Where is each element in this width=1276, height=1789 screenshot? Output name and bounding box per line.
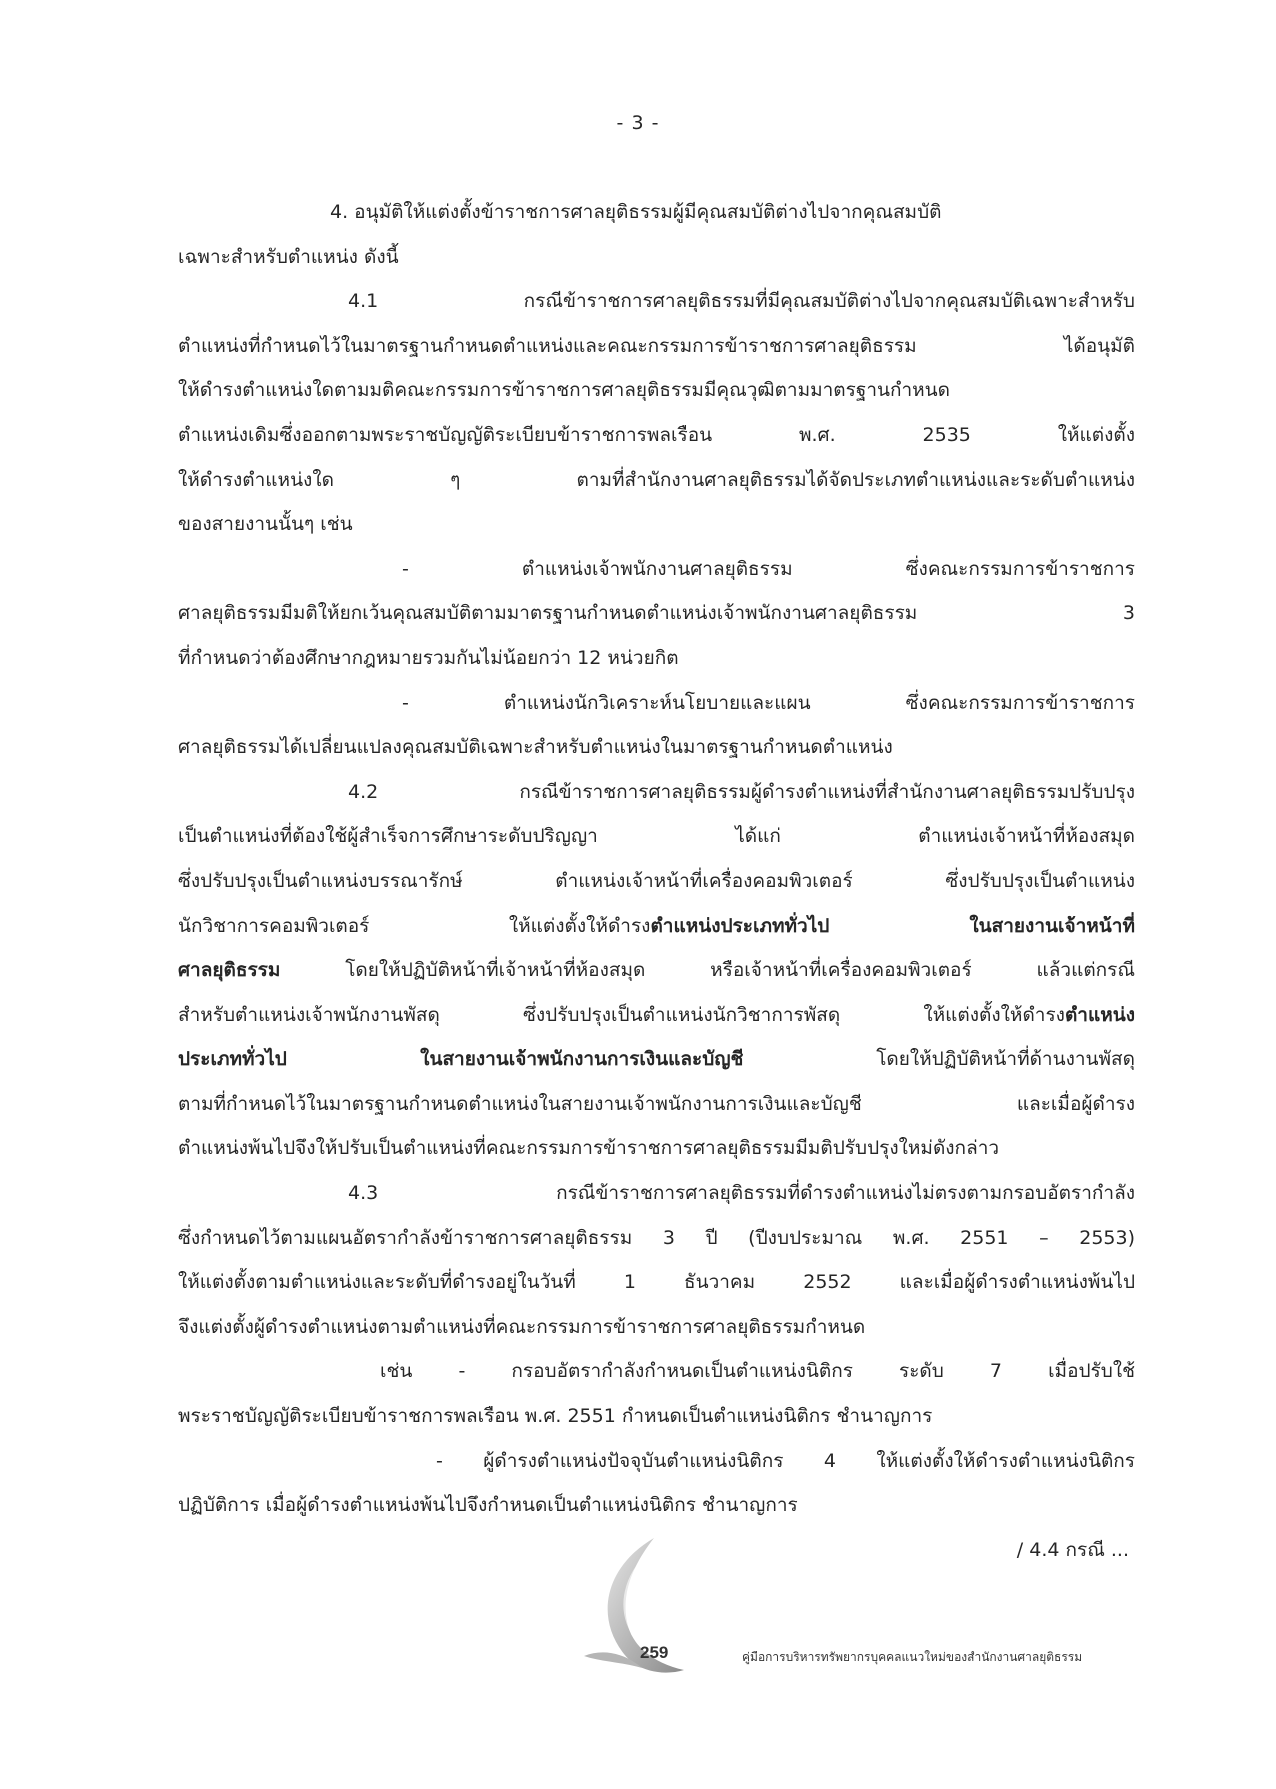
paragraph-line: 4. อนุมัติให้แต่งตั้งข้าราชการศาลยุติธรรมผู้มีคุณสมบัติต่างไปจากคุณสมบัติ bbox=[330, 201, 942, 223]
paragraph-line: ให้ดำรงตำแหน่งใด ๆ ตามที่สำนักงานศาลยุติธรรมได้จัดประเภทตำแหน่งและระดับตำแหน่ง bbox=[178, 468, 1135, 491]
paragraph-line: ปฏิบัติการ เมื่อผู้ดำรงตำแหน่งพ้นไปจึงกำหนดเป็นตำแหน่งนิติกร ชำนาญการ bbox=[178, 1494, 798, 1517]
document-body bbox=[178, 190, 1135, 1572]
paragraph-line: - ตำแหน่งเจ้าพนักงานศาลยุติธรรม ซึ่งคณะกรรมการข้าราชการ bbox=[402, 557, 1135, 580]
footer-title: คู่มือการบริหารทรัพยากรบุคคลแนวใหม่ของสำนักงานศาลยุติธรรม bbox=[742, 1650, 1083, 1664]
paragraph-line: - ผู้ดำรงตำแหน่งปัจจุบันตำแหน่งนิติกร 4 ให้แต่งตั้งให้ดำรงตำแหน่งนิติกร bbox=[436, 1449, 1135, 1472]
footer-logo bbox=[576, 1536, 686, 1686]
line-text: นักวิชาการคอมพิวเตอร์ ให้แต่งตั้งให้ดำรง bbox=[178, 914, 651, 937]
paragraph-line: 4.1 กรณีข้าราชการศาลยุติธรรมที่มีคุณสมบัติต่างไปจากคุณสมบัติเฉพาะสำหรับ bbox=[348, 290, 1135, 313]
bold-phrase: ศาลยุติธรรม bbox=[178, 959, 281, 982]
paragraph-line: ตำแหน่งที่กำหนดไว้ในมาตรฐานกำหนดตำแหน่งและคณะกรรมการข้าราชการศาลยุติธรรม ได้อนุมัติ bbox=[178, 334, 1135, 357]
paragraph-line bbox=[178, 993, 1135, 1038]
paragraph-line: ศาลยุติธรรมได้เปลี่ยนแปลงคุณสมบัติเฉพาะสำหรับตำแหน่งในมาตรฐานกำหนดตำแหน่ง bbox=[178, 736, 893, 759]
line-text: โดยให้ปฏิบัติหน้าที่เจ้าหน้าที่ห้องสมุด หรือเจ้าหน้าที่เครื่องคอมพิวเตอร์ แล้วแต่กรณี bbox=[280, 959, 1135, 982]
paragraph-line: ที่กำหนดว่าต้องศึกษากฎหมายรวมกันไม่น้อยกว่า 12 หน่วยกิต bbox=[178, 646, 679, 669]
paragraph-line: พระราชบัญญัติระเบียบข้าราชการพลเรือน พ.ศ. 2551 กำหนดเป็นตำแหน่งนิติกร ชำนาญการ bbox=[178, 1405, 933, 1428]
paragraph-line bbox=[178, 904, 1135, 949]
bold-phrase: ตำแหน่งประเภททั่วไป ในสายงานเจ้าหน้าที่ bbox=[650, 914, 1135, 937]
paragraph-line bbox=[178, 1037, 1135, 1082]
paragraph-line: เช่น - กรอบอัตรากำลังกำหนดเป็นตำแหน่งนิติกร ระดับ 7 เมื่อปรับใช้ bbox=[380, 1360, 1135, 1383]
paragraph-line: ตามที่กำหนดไว้ในมาตรฐานกำหนดตำแหน่งในสายงานเจ้าพนักงานการเงินและบัญชี และเมื่อผู้ดำรง bbox=[178, 1092, 1135, 1115]
paragraph-line: ซึ่งปรับปรุงเป็นตำแหน่งบรรณารักษ์ ตำแหน่งเจ้าหน้าที่เครื่องคอมพิวเตอร์ ซึ่งปรับปรุงเป็นตำแหน่ง bbox=[178, 869, 1135, 892]
paragraph-line: 4.2 กรณีข้าราชการศาลยุติธรรมผู้ดำรงตำแหน่งที่สำนักงานศาลยุติธรรมปรับปรุง bbox=[348, 780, 1135, 803]
paragraph-line: เป็นตำแหน่งที่ต้องใช้ผู้สำเร็จการศึกษาระดับปริญญา ได้แก่ ตำแหน่งเจ้าหน้าที่ห้องสมุด bbox=[178, 825, 1135, 848]
page-marker: - 3 - bbox=[616, 112, 660, 134]
line-text: โดยให้ปฏิบัติหน้าที่ด้านงานพัสดุ bbox=[743, 1048, 1135, 1071]
paragraph-line: ศาลยุติธรรมมีมติให้ยกเว้นคุณสมบัติตามมาตรฐานกำหนดตำแหน่งเจ้าพนักงานศาลยุติธรรม 3 bbox=[178, 602, 1135, 625]
paragraph-line: ซึ่งกำหนดไว้ตามแผนอัตรากำลังข้าราชการศาลยุติธรรม 3 ปี (ปีงบประมาณ พ.ศ. 2551 – 2553) bbox=[178, 1226, 1135, 1249]
paragraph-line bbox=[178, 948, 1135, 993]
footer-page-number: 259 bbox=[640, 1643, 669, 1662]
bold-phrase: ประเภททั่วไป ในสายงานเจ้าพนักงานการเงินและบัญชี bbox=[178, 1048, 744, 1071]
paragraph-line: - ตำแหน่งนักวิเคราะห์นโยบายและแผน ซึ่งคณะกรรมการข้าราชการ bbox=[402, 691, 1135, 714]
paragraph-line: จึงแต่งตั้งผู้ดำรงตำแหน่งตามตำแหน่งที่คณะกรรมการข้าราชการศาลยุติธรรมกำหนด bbox=[178, 1315, 866, 1338]
bold-phrase: ตำแหน่ง bbox=[1064, 1003, 1135, 1026]
line-text: สำหรับตำแหน่งเจ้าพนักงานพัสดุ ซึ่งปรับปรุงเป็นตำแหน่งนักวิชาการพัสดุ ให้แต่งตั้งให้ดำรง bbox=[178, 1003, 1065, 1026]
continuation-marker: / 4.4 กรณี ... bbox=[1016, 1538, 1129, 1561]
paragraph-line: ตำแหน่งเดิมซึ่งออกตามพระราชบัญญัติระเบียบข้าราชการพลเรือน พ.ศ. 2535 ให้แต่งตั้ง bbox=[178, 423, 1135, 446]
paragraph-line: ให้ดำรงตำแหน่งใดตามมติคณะกรรมการข้าราชการศาลยุติธรรมมีคุณวุฒิตามมาตรฐานกำหนด bbox=[178, 379, 951, 402]
paragraph-line: ตำแหน่งพ้นไปจึงให้ปรับเป็นตำแหน่งที่คณะกรรมการข้าราชการศาลยุติธรรมมีมติปรับปรุงใหม่ดังกล่าว bbox=[178, 1137, 1000, 1160]
paragraph-line: ให้แต่งตั้งตามตำแหน่งและระดับที่ดำรงอยู่ในวันที่ 1 ธันวาคม 2552 และเมื่อผู้ดำรงตำแหน่งพ้นไป bbox=[178, 1271, 1135, 1294]
paragraph-line: เฉพาะสำหรับตำแหน่ง ดังนี้ bbox=[178, 245, 399, 268]
paragraph-line: ของสายงานนั้นๆ เช่น bbox=[178, 513, 353, 536]
paragraph-line: 4.3 กรณีข้าราชการศาลยุติธรรมที่ดำรงตำแหน่งไม่ตรงตามกรอบอัตรากำลัง bbox=[348, 1182, 1135, 1205]
